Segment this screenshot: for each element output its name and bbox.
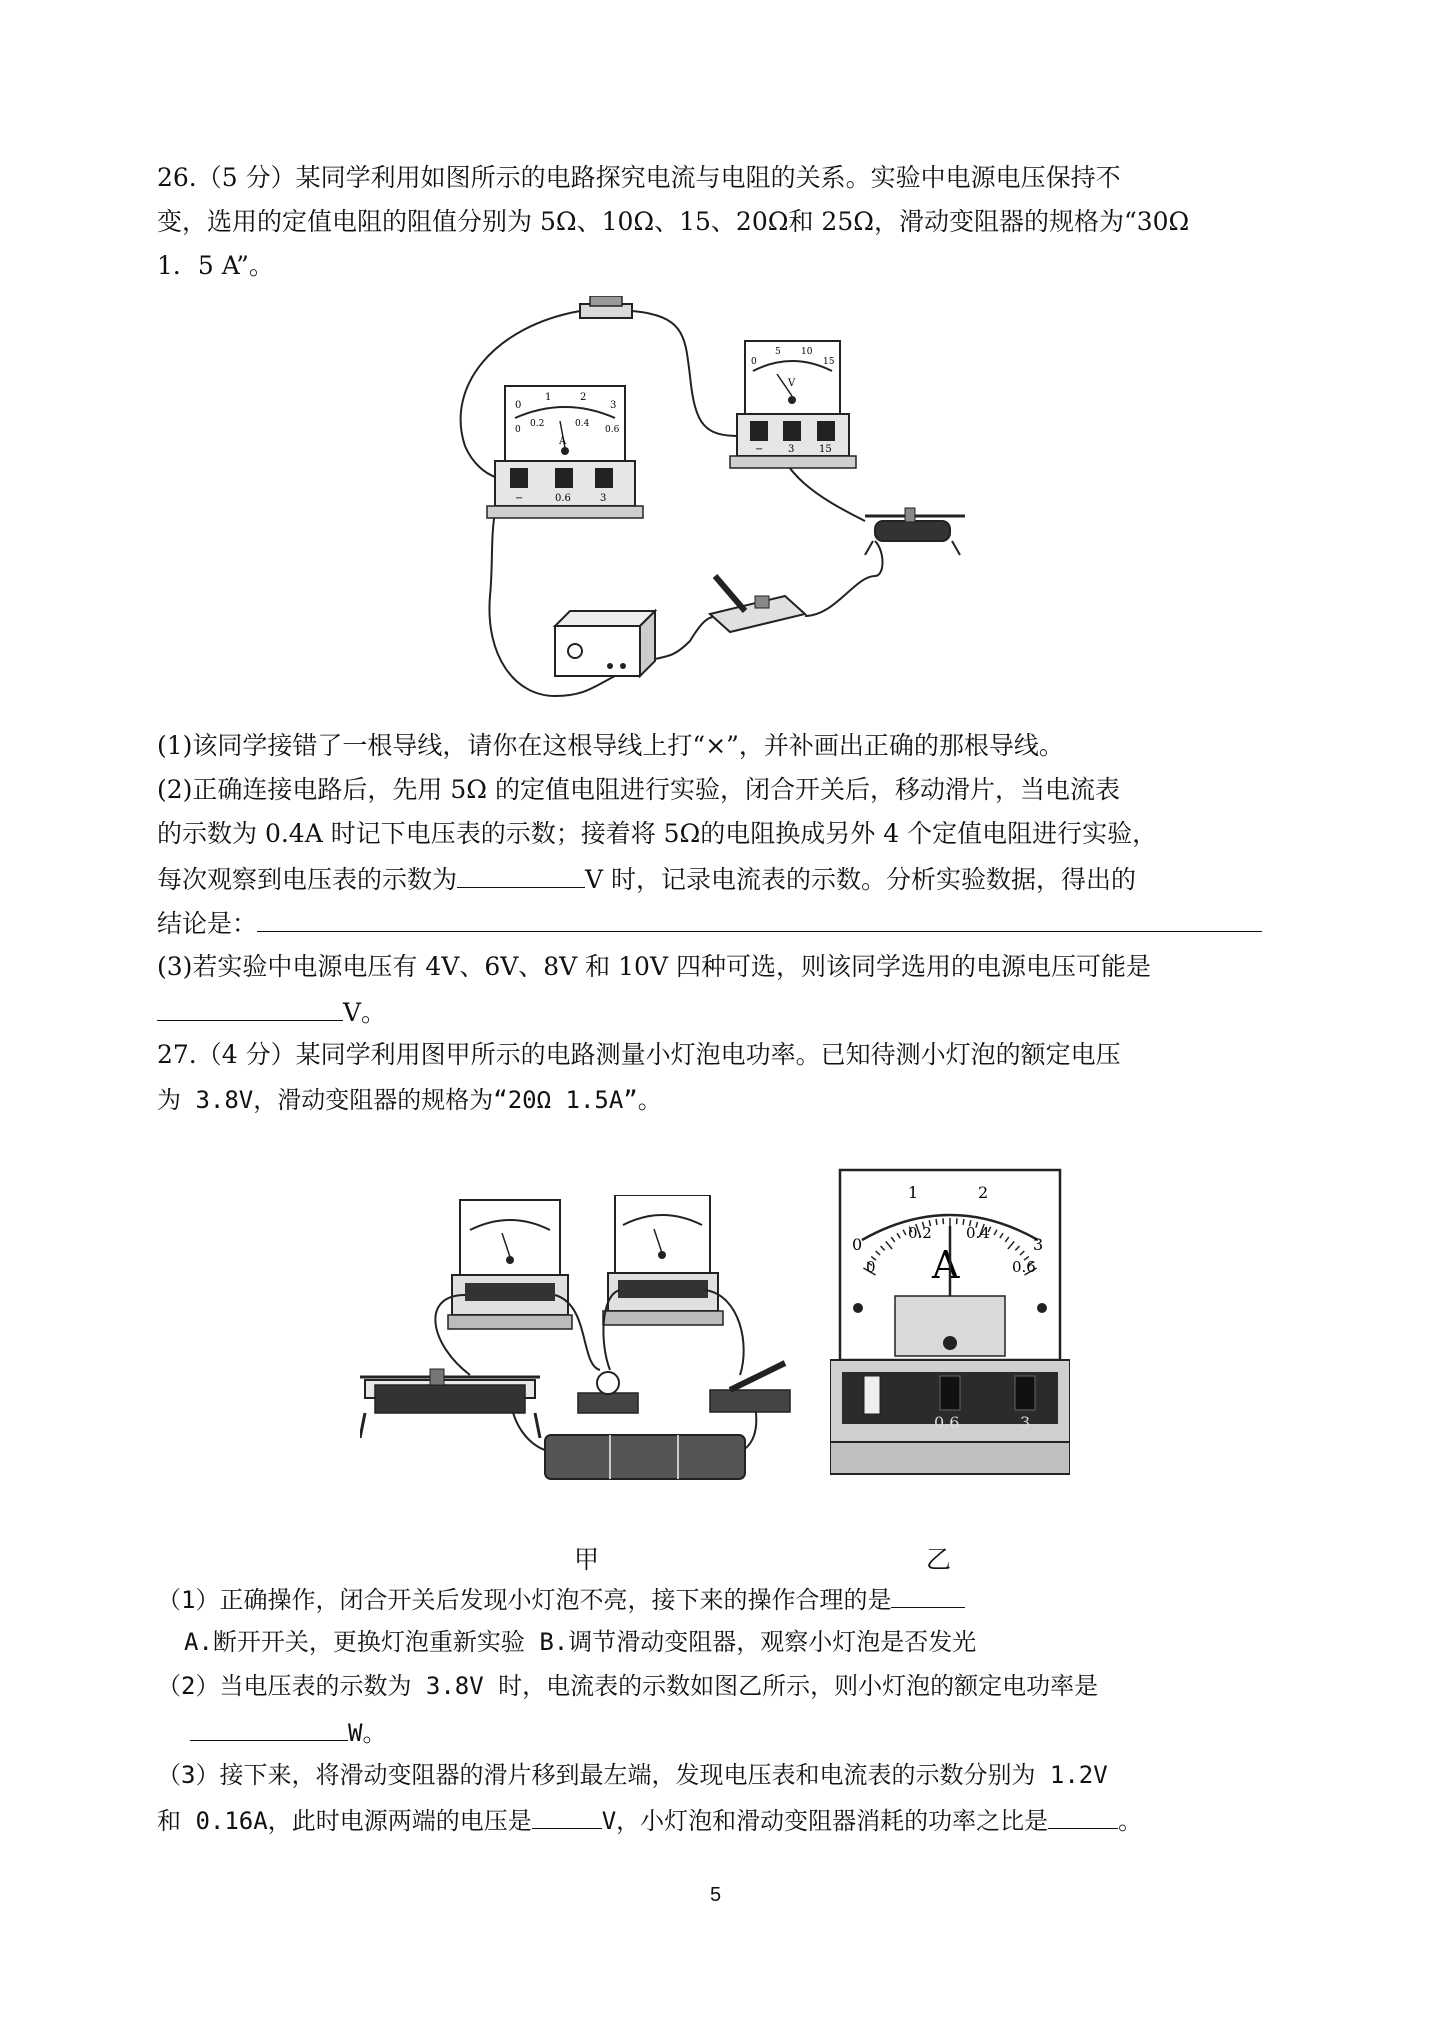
q27-part3-line1: （3）接下来，将滑动变阻器的滑片移到最左端，发现电压表和电流表的示数分别为 1.2V xyxy=(157,1761,1108,1789)
power-supply xyxy=(555,611,655,676)
fixed-resistor xyxy=(580,296,632,318)
q26-part2-prefix: 每次观察到电压表的示数为 xyxy=(157,865,458,894)
q27-part2-line1: （2）当电压表的示数为 3.8V 时，电流表的示数如图乙所示，则小灯泡的额定电功率是 xyxy=(157,1672,1099,1700)
yi-bottom-tick-2: 0.4 xyxy=(966,1224,990,1242)
jia-lamp xyxy=(578,1372,638,1413)
q27-stem-line1: 27.（4 分）某同学利用图甲所示的电路测量小灯泡电功率。已知待测小灯泡的额定电压 xyxy=(157,1040,1121,1069)
yi-scale-tick xyxy=(936,1219,937,1225)
voltmeter xyxy=(730,341,856,468)
yi-top-tick-3: 3 xyxy=(1033,1235,1044,1254)
q26-part3-unit: V。 xyxy=(343,998,387,1027)
q26-source-voltage-blank[interactable] xyxy=(157,996,343,1021)
q26-stem-line3: 1．5 A”。 xyxy=(157,251,274,280)
ammeter-tick-0: 0 xyxy=(515,400,522,411)
ammeter-unit: A xyxy=(559,436,567,447)
q26-conclusion-blank[interactable] xyxy=(257,907,1262,932)
q27-part2-unit: W。 xyxy=(348,1719,387,1747)
switch xyxy=(710,576,805,632)
q26-voltage-blank[interactable] xyxy=(457,863,585,888)
q26-part1: (1)该同学接错了一根导线，请你在这根导线上打“×”，并补画出正确的那根导线。 xyxy=(157,731,1064,760)
jia-rheostat xyxy=(360,1369,540,1438)
voltmeter-terminal-3: 3 xyxy=(788,444,795,455)
ammeter-tick-2: 2 xyxy=(580,392,587,403)
q27-figure-jia xyxy=(360,1195,805,1505)
q26-conclusion-label: 结论是： xyxy=(157,909,258,938)
q26-part2-line2: 的示数为 0.4A 时记下电压表的示数；接着将 5Ω的电阻换成另外 4 个定值电阻进行实验， xyxy=(157,819,1158,848)
q27-part1-text: （1）正确操作，闭合开关后发现小灯泡不亮，接下来的操作合理的是 xyxy=(157,1586,892,1614)
ammeter-tick-1: 1 xyxy=(545,392,552,403)
yi-terminal-3: 3 xyxy=(1020,1413,1031,1432)
q27-part3-text1: 和 0.16A，此时电源两端的电压是 xyxy=(157,1807,532,1835)
yi-top-tick-2: 2 xyxy=(978,1183,989,1202)
q26-part2-suffix: V 时，记录电流表的示数。分析实验数据，得出的 xyxy=(585,865,1137,894)
ammeter-terminal-06: 0.6 xyxy=(555,493,571,504)
q26-part3-line1: (3)若实验中电源电压有 4V、6V、8V 和 10V 四种可选，则该同学选用的电源电压可能是 xyxy=(157,952,1151,981)
yi-top-tick-0: 0 xyxy=(852,1235,863,1254)
jia-battery xyxy=(545,1435,745,1479)
q26-part3-line2 xyxy=(157,996,386,1028)
voltmeter-unit: V xyxy=(788,378,796,389)
jia-voltmeter xyxy=(603,1195,723,1325)
caption-yi: 乙 xyxy=(926,1545,952,1574)
ammeter-subtick-3: 0.6 xyxy=(605,425,620,435)
q27-part2-line2 xyxy=(190,1716,386,1748)
page-number: 5 xyxy=(709,1884,722,1906)
q26-stem-line1: 26.（5 分）某同学利用如图所示的电路探究电流与电阻的关系。实验中电源电压保持不 xyxy=(157,163,1121,192)
voltmeter-terminal-neg: − xyxy=(755,444,764,455)
voltmeter-tick-10: 10 xyxy=(801,347,813,357)
q26-part2-line3 xyxy=(157,863,1136,895)
q26-stem-line2: 变，选用的定值电阻的阻值分别为 5Ω、10Ω、15、20Ω和 25Ω，滑动变阻器的规格为“30Ω xyxy=(157,207,1190,236)
ammeter xyxy=(487,386,643,518)
yi-bottom-tick-1: 0.2 xyxy=(908,1224,932,1242)
q27-source-voltage-blank[interactable] xyxy=(532,1804,602,1829)
q26-conclusion-line xyxy=(157,907,1262,939)
yi-terminal-06: 0.6 xyxy=(934,1413,960,1432)
q27-power-blank[interactable] xyxy=(190,1716,348,1741)
q27-part3-text2: V，小灯泡和滑动变阻器消耗的功率之比是 xyxy=(601,1807,1049,1835)
yi-ammeter xyxy=(830,1170,1070,1474)
voltmeter-terminal-15: 15 xyxy=(819,444,832,455)
voltmeter-tick-0: 0 xyxy=(751,357,757,367)
q27-part1-options: A.断开开关，更换灯泡重新实验 B.调节滑动变阻器，观察小灯泡是否发光 xyxy=(184,1628,977,1656)
q26-part2-line1: (2)正确连接电路后，先用 5Ω 的定值电阻进行实验，闭合开关后，移动滑片，当电流表 xyxy=(157,775,1120,804)
ammeter-subtick-2: 0.4 xyxy=(575,419,590,429)
jia-switch xyxy=(710,1363,790,1412)
q26-circuit-figure xyxy=(455,296,975,704)
q27-part1-line xyxy=(157,1583,965,1615)
ammeter-terminal-3: 3 xyxy=(600,493,607,504)
yi-bottom-tick-3: 0.6 xyxy=(1012,1258,1036,1276)
q27-stem-line2: 为 3.8V，滑动变阻器的规格为“20Ω 1.5A”。 xyxy=(157,1086,662,1114)
voltmeter-tick-5: 5 xyxy=(775,347,781,357)
ammeter-terminal-neg: − xyxy=(515,493,524,504)
caption-jia: 甲 xyxy=(574,1545,600,1574)
jia-ammeter xyxy=(448,1200,572,1329)
yi-unit: A xyxy=(932,1243,960,1287)
ammeter-subtick-0: 0 xyxy=(515,425,521,435)
ammeter-tick-3: 3 xyxy=(610,400,617,411)
ammeter-subtick-1: 0.2 xyxy=(530,419,545,429)
yi-top-tick-1: 1 xyxy=(908,1183,919,1202)
q27-part3-line2 xyxy=(157,1804,1142,1836)
q27-choice-blank[interactable] xyxy=(891,1583,965,1608)
q27-power-ratio-blank[interactable] xyxy=(1048,1804,1118,1829)
yi-scale-tick xyxy=(963,1219,964,1225)
q27-part3-text3: 。 xyxy=(1118,1807,1143,1835)
voltmeter-tick-15: 15 xyxy=(823,357,835,367)
yi-bottom-tick-0: 0 xyxy=(866,1258,876,1276)
q27-figure-yi xyxy=(830,1168,1070,1480)
